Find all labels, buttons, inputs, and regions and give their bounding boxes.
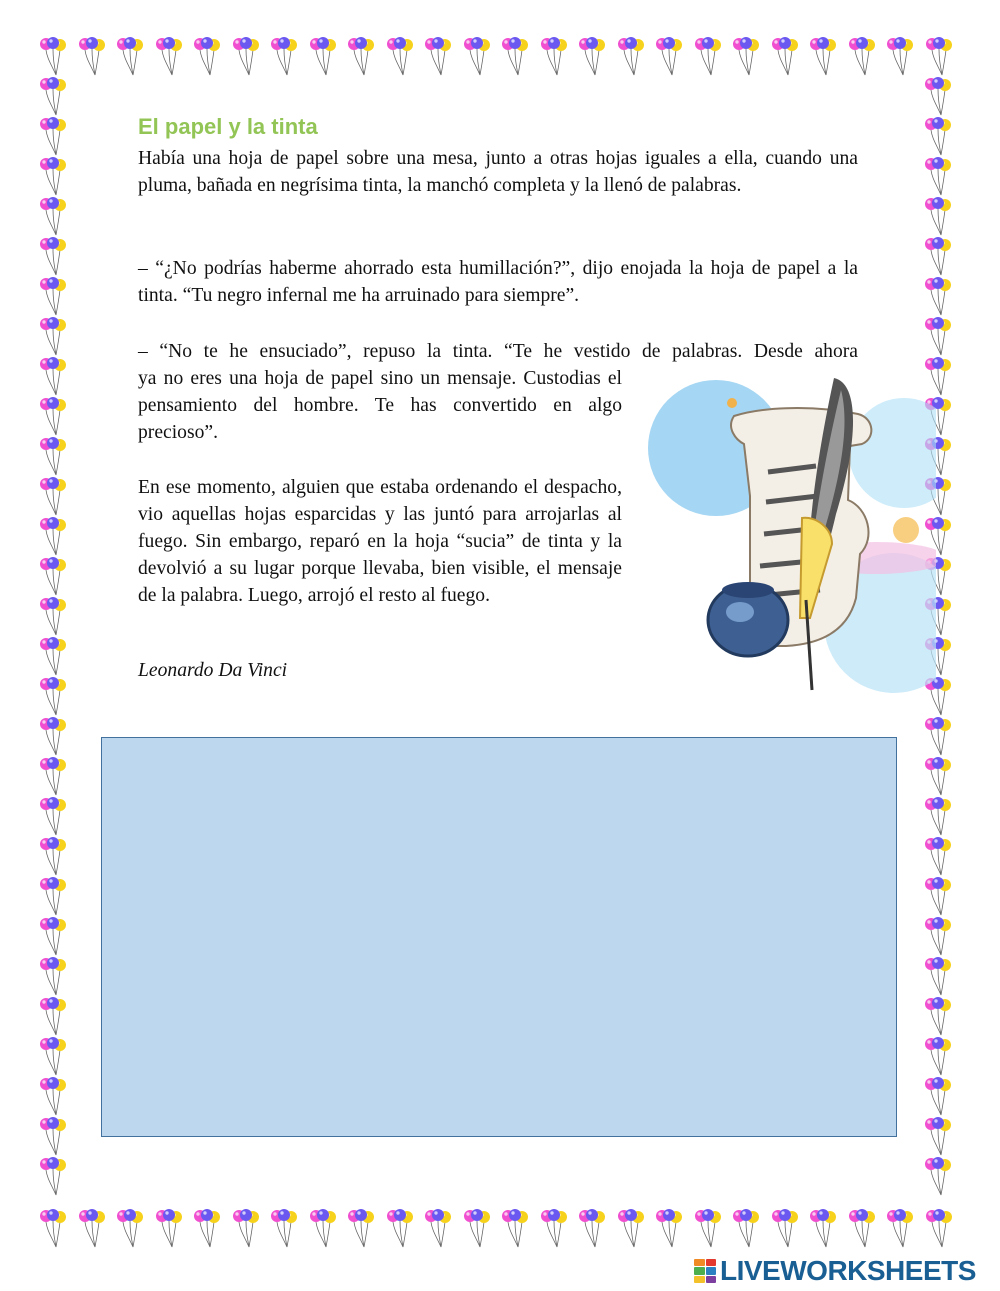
balloon-icon [885, 36, 915, 76]
balloon-icon [923, 1156, 953, 1196]
balloon-icon [577, 36, 607, 76]
balloon-icon [115, 1208, 145, 1248]
page-title: El papel y la tinta [138, 114, 318, 139]
story-paragraph-4: En ese momento, alguien que estaba ordenando el despacho, vio aquellas hojas esparcidas y las juntó para arrojarlas al fuego. Sin embargo, reparó en la hoja “sucia” de tinta y la devolvió a su lugar porque llevaba, bien visible, el mensaje de la palabra. Luego, arrojó el resto al fuego. [138, 477, 622, 606]
balloon-icon [923, 836, 953, 876]
balloon-icon [38, 756, 68, 796]
balloon-icon [308, 1208, 338, 1248]
balloon-icon [38, 636, 68, 676]
balloon-icon [462, 36, 492, 76]
balloon-icon [923, 916, 953, 956]
balloon-icon [38, 116, 68, 156]
balloon-icon [38, 1076, 68, 1116]
balloon-icon [462, 1208, 492, 1248]
balloon-icon [38, 1036, 68, 1076]
balloon-icon [346, 1208, 376, 1248]
balloon-icon [385, 1208, 415, 1248]
balloon-icon [924, 1208, 954, 1248]
balloon-icon [423, 36, 453, 76]
balloon-icon [385, 36, 415, 76]
balloon-icon [923, 276, 953, 316]
balloon-icon [38, 1208, 68, 1248]
balloon-icon [923, 996, 953, 1036]
balloon-icon [38, 156, 68, 196]
balloon-icon [923, 76, 953, 116]
balloon-icon [654, 36, 684, 76]
balloon-icon [38, 796, 68, 836]
liveworksheets-brand [694, 1256, 976, 1286]
balloon-icon [923, 156, 953, 196]
balloon-icon [38, 1156, 68, 1196]
balloon-icon [616, 36, 646, 76]
balloon-icon [38, 236, 68, 276]
balloon-icon [616, 1208, 646, 1248]
balloon-icon [539, 1208, 569, 1248]
balloon-icon [154, 1208, 184, 1248]
balloon-icon [38, 716, 68, 756]
balloon-icon [923, 756, 953, 796]
balloon-icon [693, 36, 723, 76]
balloon-icon [38, 356, 68, 396]
balloon-icon [885, 1208, 915, 1248]
balloon-icon [38, 996, 68, 1036]
balloon-icon [192, 36, 222, 76]
balloon-icon [500, 36, 530, 76]
story-paragraph-3-first-line: – “No te he ensuciado”, repuso la tinta. “Te he vestido de palabras. Desde ahora [138, 341, 858, 362]
balloon-icon [38, 516, 68, 556]
balloon-icon [38, 396, 68, 436]
balloon-icon [731, 1208, 761, 1248]
balloon-icon [770, 36, 800, 76]
balloon-icon [924, 36, 954, 76]
quill-scroll-inkwell-illustration [636, 368, 936, 698]
balloon-icon [923, 196, 953, 236]
balloon-icon [808, 1208, 838, 1248]
balloon-icon [923, 716, 953, 756]
story-paragraph-2: – “¿No podrías haberme ahorrado esta humillación?”, dijo enojada la hoja de papel a la tinta. “Tu negro infernal me ha arruinado para siempre”. [138, 258, 858, 306]
balloon-icon [38, 1116, 68, 1156]
balloon-icon [38, 476, 68, 516]
balloon-icon [192, 1208, 222, 1248]
brand-text: LIVEWORKSHEETS [720, 1255, 976, 1286]
balloon-icon [346, 36, 376, 76]
balloon-icon [38, 556, 68, 596]
liveworksheets-logo-icon [694, 1259, 716, 1283]
story-paragraph-3-rest: ya no eres una hoja de papel sino un mensaje. Custodias el pensamiento del hombre. Te has convertido en algo precioso”. [138, 368, 622, 443]
balloon-icon [38, 196, 68, 236]
story-paragraph-1: Había una hoja de papel sobre una mesa, junto a otras hojas iguales a ella, cuando una pluma, bañada en negrísima tinta, la manchó completa y la llenó de palabras. [138, 148, 858, 196]
balloon-icon [38, 36, 68, 76]
balloon-icon [38, 876, 68, 916]
balloon-icon [577, 1208, 607, 1248]
balloon-icon [923, 956, 953, 996]
balloon-icon [154, 36, 184, 76]
balloon-icon [923, 1036, 953, 1076]
balloon-icon [654, 1208, 684, 1248]
balloon-icon [923, 876, 953, 916]
balloon-icon [269, 36, 299, 76]
balloon-icon [231, 1208, 261, 1248]
balloon-icon [770, 1208, 800, 1248]
balloon-icon [115, 36, 145, 76]
balloon-icon [38, 76, 68, 116]
balloon-icon [38, 276, 68, 316]
balloon-icon [923, 796, 953, 836]
balloon-icon [539, 36, 569, 76]
balloon-icon [423, 1208, 453, 1248]
balloon-icon [77, 1208, 107, 1248]
balloon-icon [308, 36, 338, 76]
balloon-icon [808, 36, 838, 76]
balloon-icon [500, 1208, 530, 1248]
balloon-icon [77, 36, 107, 76]
balloon-icon [38, 916, 68, 956]
balloon-icon [847, 36, 877, 76]
balloon-icon [693, 1208, 723, 1248]
balloon-icon [231, 36, 261, 76]
balloon-icon [923, 116, 953, 156]
balloon-icon [38, 436, 68, 476]
balloon-icon [923, 1076, 953, 1116]
balloon-icon [923, 1116, 953, 1156]
balloon-icon [38, 676, 68, 716]
balloon-icon [38, 836, 68, 876]
balloon-icon [731, 36, 761, 76]
balloon-icon [38, 596, 68, 636]
balloon-icon [923, 236, 953, 276]
balloon-icon [847, 1208, 877, 1248]
balloon-icon [269, 1208, 299, 1248]
balloon-icon [923, 316, 953, 356]
answer-box[interactable] [101, 737, 897, 1137]
balloon-icon [38, 956, 68, 996]
author-name: Leonardo Da Vinci [138, 660, 288, 681]
balloon-icon [38, 316, 68, 356]
